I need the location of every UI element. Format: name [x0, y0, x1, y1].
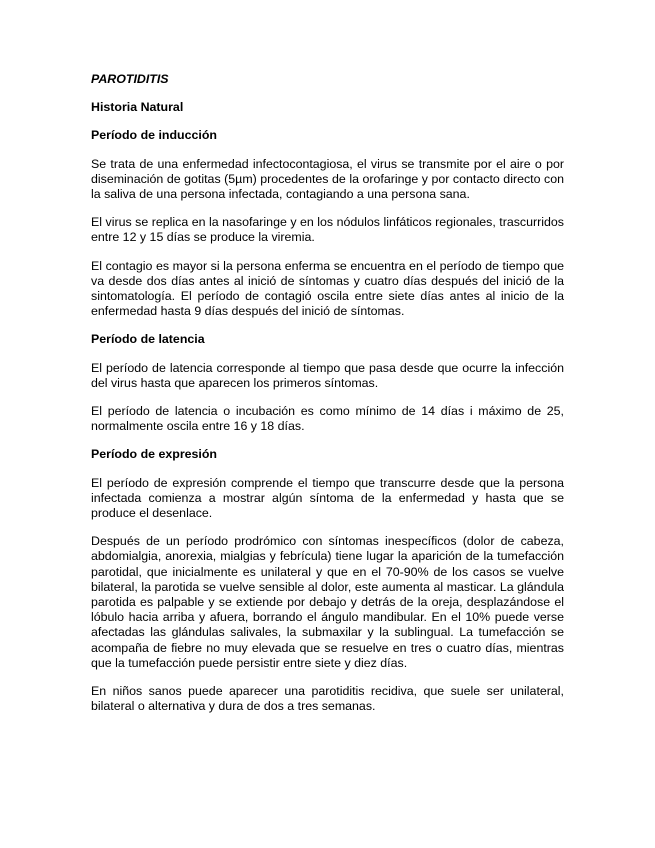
heading-periodo-induccion: Período de inducción — [91, 128, 217, 143]
document-page — [91, 72, 564, 728]
paragraph: El período de expresión comprende el tiempo que transcurre desde que la persona infectada comienza a mostrar algún síntoma de la enfermedad y hasta que se produce el desenlace. — [91, 475, 564, 521]
paragraph: En niños sanos puede aparecer una parotiditis recidiva, que suele ser unilateral, bilateral o alternativa y dura de dos a tres semanas. — [91, 684, 564, 714]
paragraph: El virus se replica en la nasofaringe y en los nódulos linfáticos regionales, trascurridos entre 12 y 15 días se produce la viremia. — [91, 215, 564, 245]
section-heading: Historia Natural — [91, 100, 184, 115]
paragraph: Después de un período prodrómico con síntomas inespecíficos (dolor de cabeza, abdomialgia, anorexia, mialgias y febrícula) tiene lugar la aparición de la tumefacción parotidal, que inicialmente es unilateral y que en el 70-90% de los casos se vuelve bilateral, la parotida se vuelve sensible al dolor, este aumenta al masticar. La glándula parotida es palpable y se extiende por debajo y detrás de la oreja, desplazándose el lóbulo hacia arriba y afuera, borrando el ángulo mandibular. En el 10% puede verse afectadas las glándulas salivales, la submaxilar y la sublingual. La tumefacción se acompaña de fiebre no muy elevada que se resuelve en tres o cuatro días, mientras que la tumefacción puede persistir entre siete y diez días. — [91, 534, 564, 670]
document-title: PAROTIDITIS — [91, 72, 169, 86]
paragraph: El período de latencia corresponde al tiempo que pasa desde que ocurre la infección del virus hasta que aparecen los primeros síntomas. — [91, 360, 564, 390]
paragraph: Se trata de una enfermedad infectocontagiosa, el virus se transmite por el aire o por diseminación de gotitas (5µm) procedentes de la orofaringe y por contacto directo con la saliva de una persona infectada, contagiando a una persona sana. — [91, 156, 564, 202]
paragraph: El período de latencia o incubación es como mínimo de 14 días i máximo de 25, normalmente oscila entre 16 y 18 días. — [91, 404, 564, 434]
heading-periodo-expresion: Período de expresión — [91, 447, 218, 462]
paragraph: El contagio es mayor si la persona enferma se encuentra en el período de tiempo que va desde dos días antes al inició de síntomas y cuatro días después del inició de la sintomatología. El período de contagió oscila entre siete días antes al inicio de la enfermedad hasta 9 días después del inició de síntomas. — [91, 258, 564, 319]
heading-periodo-latencia: Período de latencia — [91, 332, 205, 347]
